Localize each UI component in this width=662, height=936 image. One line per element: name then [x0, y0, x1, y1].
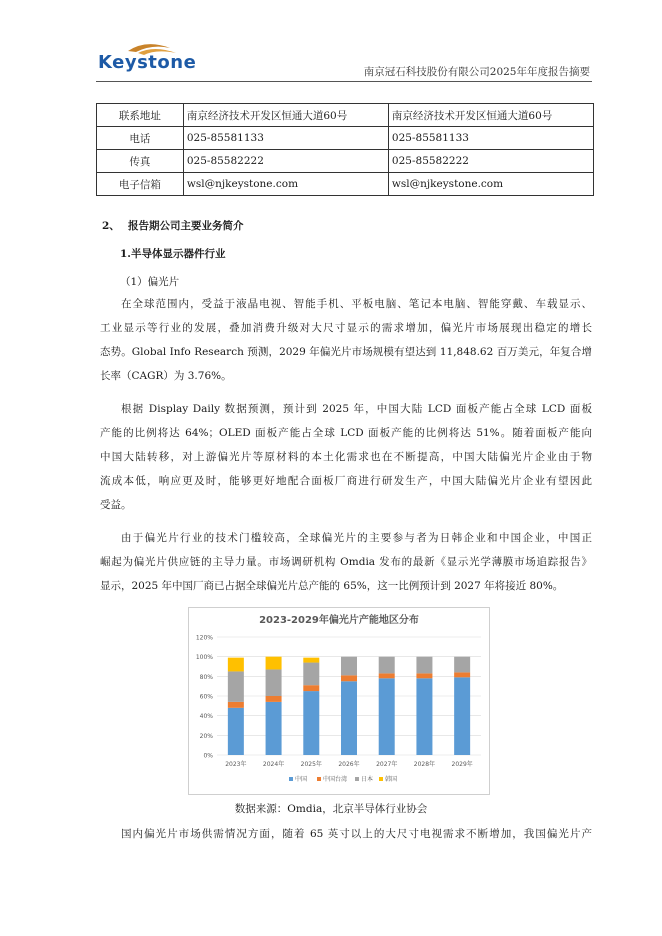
paragraph-line: 显示，2025 年中国厂商已占据全球偏光片总产能的 65%，这一比例预计到 2027 年将接近 80%。	[100, 580, 564, 592]
bar-segment-3	[266, 669, 282, 696]
contact-info-table	[96, 103, 594, 196]
bar-segment-1	[379, 678, 395, 755]
logo-text: Keystone	[98, 52, 197, 73]
polarizer-capacity-chart	[188, 607, 490, 795]
legend-swatch	[317, 777, 321, 781]
section-heading	[102, 219, 244, 233]
paragraph-line: 流成本低，响应更及时，能够更好地配合面板厂商进行研发生产，中国大陆偏光片企业有望因此	[100, 475, 592, 487]
contact-row	[97, 104, 594, 127]
paragraph-line: 根据 Display Daily 数据预测，预计到 2025 年，中国大陆 LCD 面板产能占全球 LCD 面板	[121, 403, 592, 415]
paragraph-line: 态势。Global Info Research 预测，2029 年偏光片市场规模有望达到 11,848.62 百万美元，年复合增	[100, 346, 592, 358]
bar-segment-3	[379, 657, 395, 674]
y-tick-label: 80%	[199, 673, 213, 681]
bar-segment-4	[228, 658, 244, 672]
x-tick-label: 2024年	[262, 761, 285, 768]
bar-segment-1	[416, 678, 432, 755]
paragraph-panel-capacity	[100, 397, 592, 517]
header-divider	[96, 81, 592, 82]
contact-value: 025-85581133	[183, 127, 388, 150]
bar-segment-2	[454, 672, 470, 677]
paragraph-line: 长率（CAGR）为 3.76%。	[100, 370, 232, 382]
contact-label: 电话	[97, 127, 184, 150]
legend-swatch	[355, 777, 359, 781]
bar-segment-1	[341, 681, 357, 755]
bar-segment-2	[266, 696, 282, 702]
bar-segment-2	[228, 702, 244, 708]
bar-segment-4	[303, 658, 319, 663]
x-tick-label: 2023年	[225, 761, 247, 768]
paragraph-line: 由于偏光片行业的技术门槛较高，全球偏光片的主要参与者为日韩企业和中国企业，中国正	[121, 532, 592, 544]
contact-value: 025-85582222	[183, 150, 388, 173]
section-title: 报告期公司主要业务简介	[128, 220, 244, 232]
y-tick-label: 60%	[199, 693, 213, 701]
contact-row	[97, 127, 594, 150]
legend-label: 韩国	[385, 776, 398, 783]
bar-segment-1	[303, 691, 319, 755]
report-header-title: 南京冠石科技股份有限公司2025年年度报告摘要	[363, 66, 590, 78]
contact-value: 025-85581133	[388, 127, 593, 150]
paragraph-industry-players	[100, 526, 592, 598]
y-tick-label: 100%	[195, 654, 213, 662]
paragraph-line: 在全球范围内，受益于液晶电视、智能手机、平板电脑、笔记本电脑、智能穿戴、车载显示、	[121, 298, 592, 310]
paragraph-line: 崛起为偏光片供应链的主导力量。市场调研机构 Omdia 发布的最新《显示光学薄膜市场追踪报告》	[100, 556, 592, 568]
bar-segment-2	[416, 673, 432, 678]
chart-title: 2023-2029年偏光片产能地区分布	[259, 615, 419, 626]
paragraph-market-overview	[100, 292, 592, 388]
contact-value: 南京经济技术开发区恒通大道60号	[183, 104, 388, 127]
x-tick-label: 2025年	[300, 761, 322, 768]
contact-label: 联系地址	[97, 104, 184, 127]
bar-segment-1	[228, 708, 244, 755]
legend-swatch	[379, 777, 383, 781]
x-tick-label: 2026年	[338, 761, 360, 768]
bar-segment-2	[303, 685, 319, 691]
contact-row	[97, 150, 594, 173]
bar-segment-2	[341, 675, 357, 681]
bar-segment-3	[303, 663, 319, 686]
paragraph-line: 中国大陆转移，对上游偏光片等原材料的本土化需求也在不断提高，中国大陆偏光片企业由于物	[100, 451, 592, 463]
contact-label: 电子信箱	[97, 173, 184, 196]
contact-row	[97, 173, 594, 196]
paragraph-line: 产能的比例将达 64%；OLED 面板产能占全球 LCD 面板产能的比例将达 51%。随着面板产能向	[100, 427, 592, 439]
company-logo	[98, 42, 197, 78]
contact-value: 025-85582222	[388, 150, 593, 173]
contact-value: wsl@njkeystone.com	[388, 173, 593, 196]
chart-source: 数据来源：Omdia，北京半导体行业协会	[234, 803, 428, 815]
bar-segment-1	[454, 677, 470, 755]
legend-swatch	[289, 777, 293, 781]
bar-segment-3	[341, 657, 357, 676]
y-tick-label: 20%	[199, 732, 213, 740]
paragraph-domestic-supply	[100, 822, 592, 846]
legend-label: 中国台湾	[323, 776, 348, 783]
bar-segment-2	[379, 673, 395, 678]
paragraph-line: 国内偏光片市场供需情况方面，随着 65 英寸以上的大尺寸电视需求不断增加，我国偏光片产	[121, 828, 592, 840]
bar-segment-3	[454, 657, 470, 673]
x-tick-label: 2029年	[451, 761, 473, 768]
subsection-heading: 1.半导体显示器件行业	[120, 248, 226, 260]
contact-value: wsl@njkeystone.com	[183, 173, 388, 196]
section-number: 2、	[102, 220, 120, 232]
paragraph-line: 受益。	[100, 499, 132, 511]
bar-segment-3	[228, 671, 244, 701]
x-tick-label: 2027年	[376, 761, 398, 768]
contact-value: 南京经济技术开发区恒通大道60号	[388, 104, 593, 127]
bar-segment-4	[266, 657, 282, 670]
legend-label: 中国	[295, 776, 308, 783]
contact-label: 传真	[97, 150, 184, 173]
item-heading: （1）偏光片	[120, 276, 180, 288]
bar-segment-3	[416, 657, 432, 674]
y-tick-label: 120%	[195, 634, 213, 642]
bar-segment-1	[266, 702, 282, 755]
paragraph-line: 工业显示等行业的发展，叠加消费升级对大尺寸显示的需求增加，偏光片市场展现出稳定的增长	[100, 322, 592, 334]
x-tick-label: 2028年	[413, 761, 436, 768]
y-tick-label: 40%	[199, 713, 213, 721]
legend-label: 日本	[361, 776, 374, 783]
y-tick-label: 0%	[203, 752, 213, 760]
